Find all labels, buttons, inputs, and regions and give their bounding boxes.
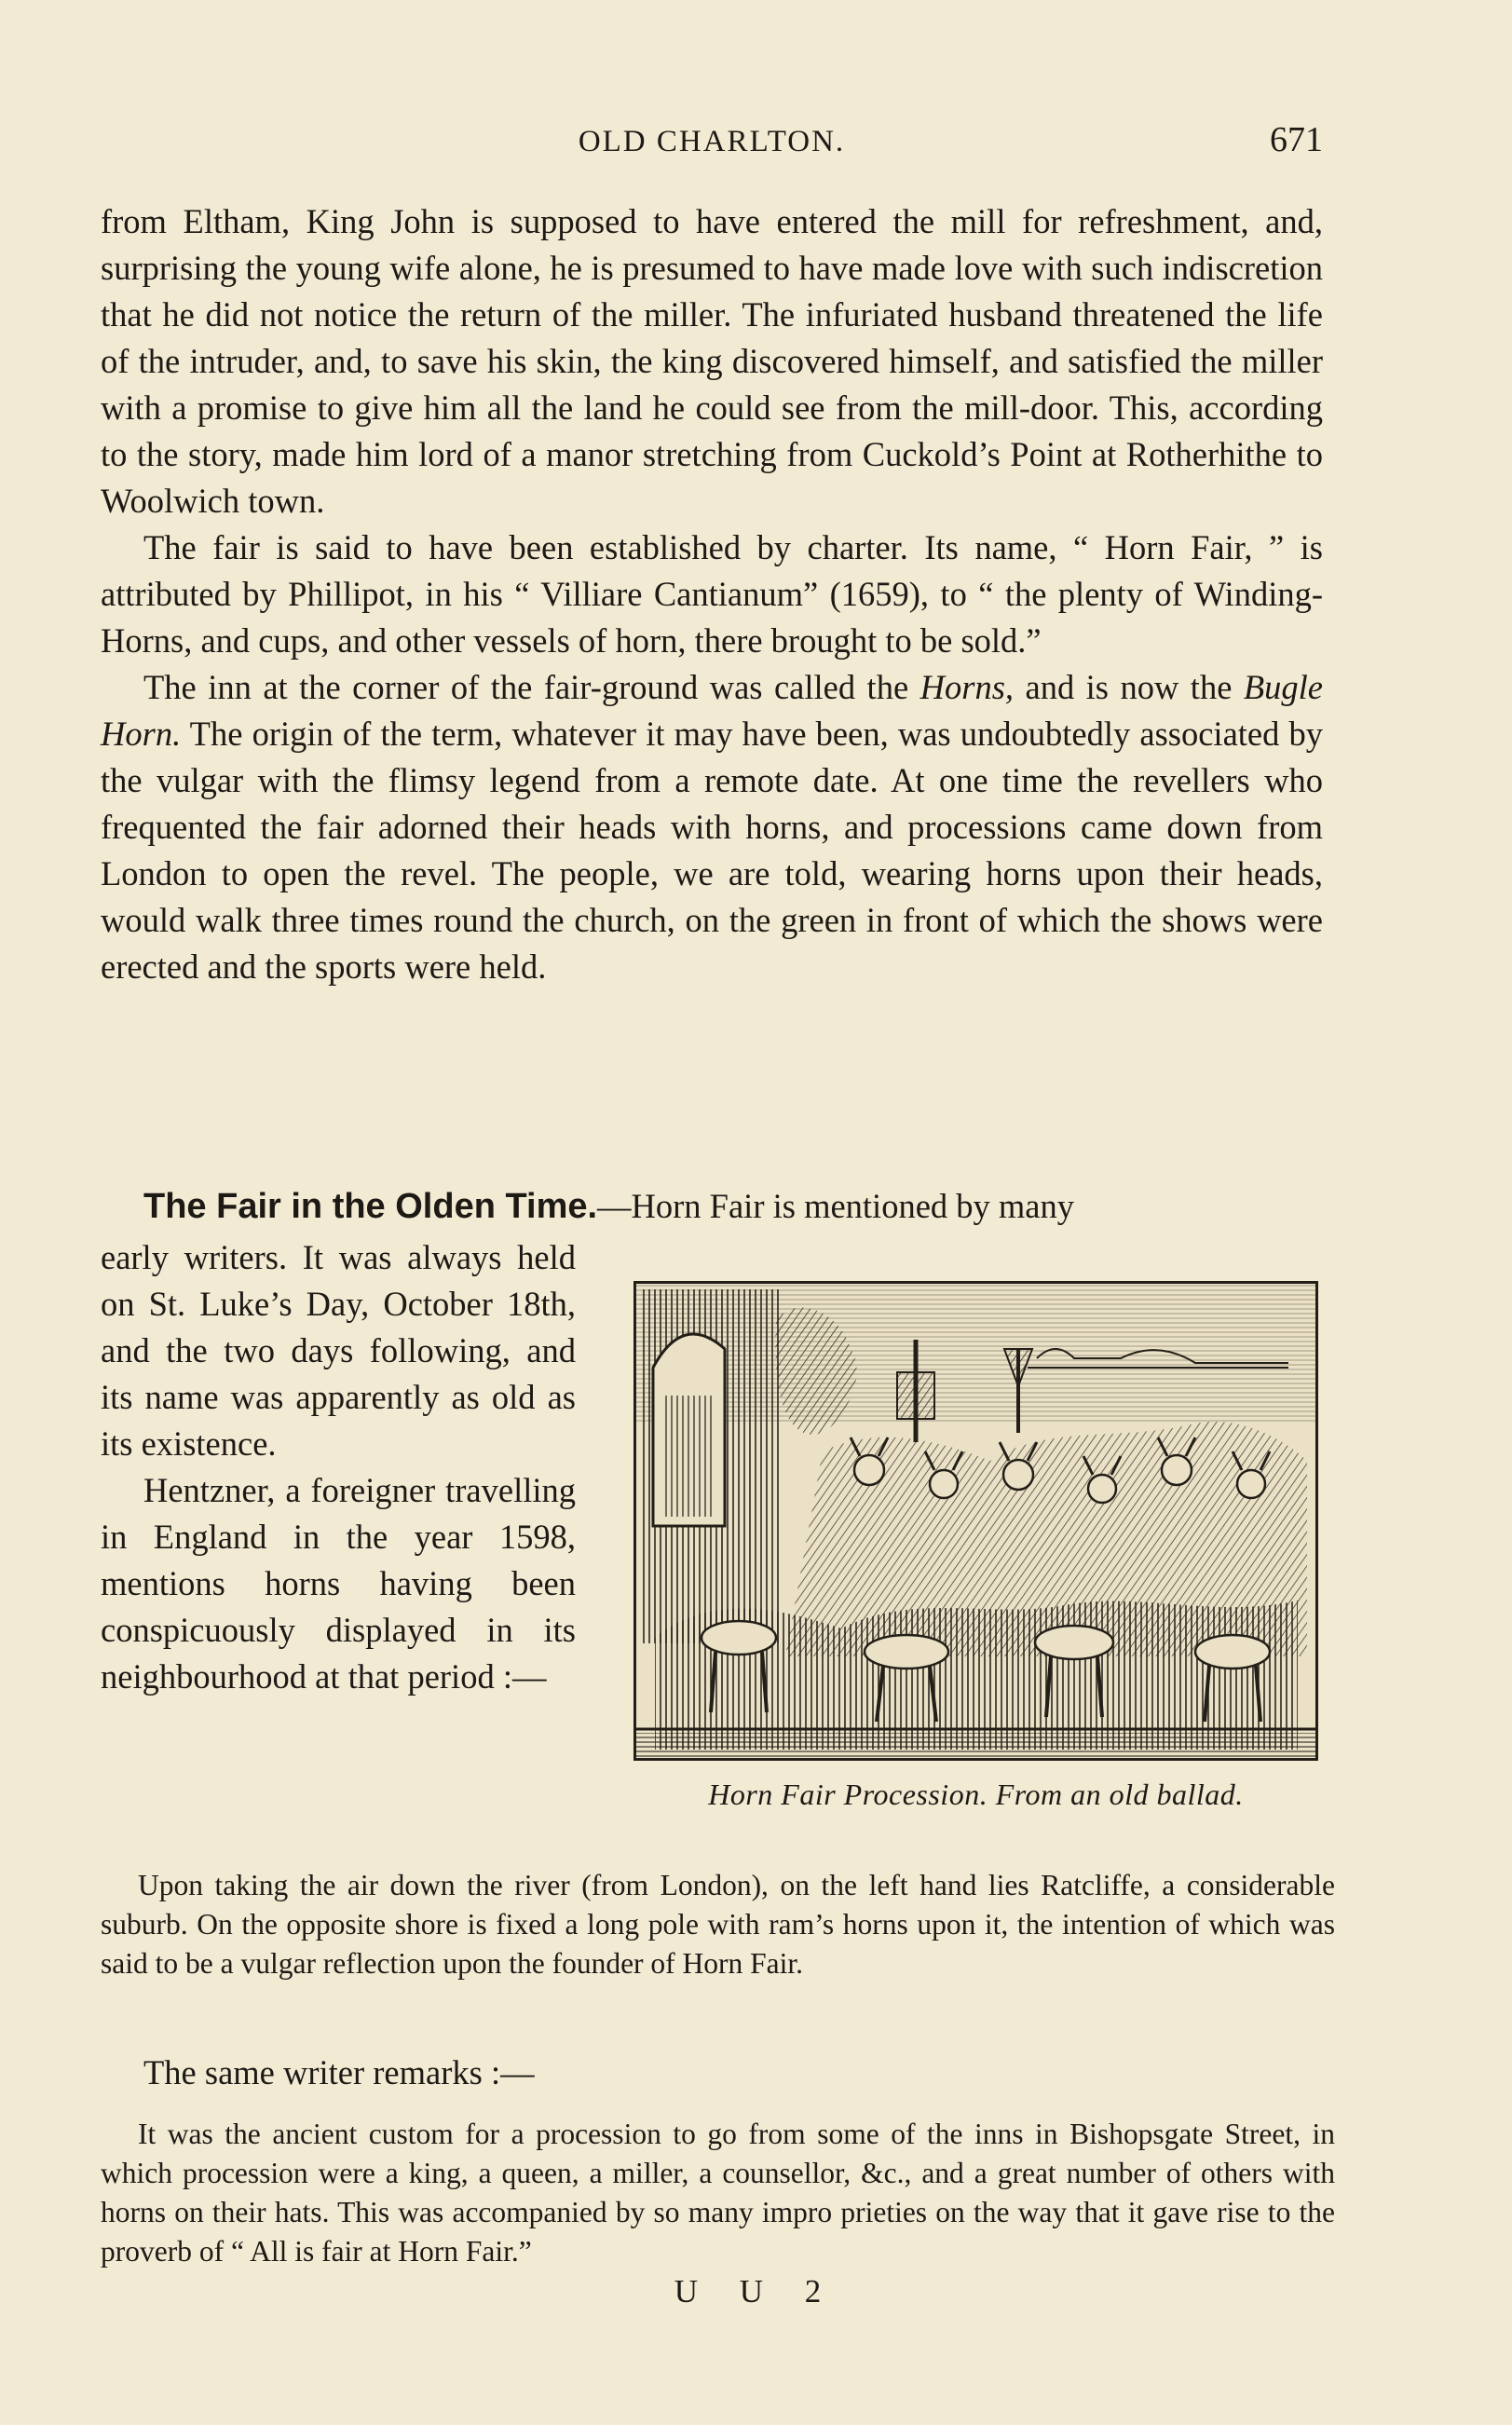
body-paragraph-continued: from Eltham, King John is supposed to have entered the mill for refreshment, and, surprising the young wife alone, he is presumed to have made love with such indiscretion that he did not notice the return of the miller. The infuriated husband threatened the life of the intruder, and, to save his skin, the king discovered himself, and satisfied the miller with a promise to give him all the land he could see from the mill-door. This, according to the story, made him lord of a manor stretching from Cuckold’s Point at Rotherhithe to Woolwich town.: [101, 202, 1323, 520]
remark-line: The same writer remarks :—: [143, 2053, 535, 2091]
running-head: [101, 119, 1323, 166]
quote-bishopsgate-text: It was the ancient custom for a procession to go from some of the inns in Bishopsgate Street, in which procession were a king, a queen, a miller, a counsellor, &c., and a great number of others with horns on their hats. This was accompanied by so many impro prieties on the way that it gave rise to the proverb of “ All is fair at Horn Fair.”: [101, 2118, 1335, 2268]
engraving-illustration: [636, 1284, 1315, 1758]
section-paragraph-st-lukes: early writers. It was always held on St. Luke’s Day, October 18th, and the two days following, and its name was apparently as old as its existence.: [101, 1238, 576, 1463]
section-title: The Fair in the Olden Time.: [143, 1187, 598, 1226]
inn-name-horns: Horns,: [919, 668, 1015, 706]
quote-ratcliffe: [101, 1866, 1335, 1983]
section-heading-line: [101, 1178, 1326, 1234]
quote-bishopsgate: [101, 2115, 1335, 2271]
figure: [633, 1281, 1318, 1812]
section-column: [101, 1234, 576, 1700]
figure-caption: Horn Fair Procession. From an old ballad.: [708, 1778, 1244, 1811]
section-olden-time: [101, 1178, 1326, 1696]
section-lead-in: —Horn Fair is mentioned by many: [597, 1187, 1074, 1225]
main-text: [101, 198, 1323, 990]
inn-name-bugle-horn: Bugle Horn.: [101, 668, 1323, 753]
body-paragraph-inn: [101, 664, 1323, 990]
section-paragraph-hentzner: Hentzner, a foreigner travelling in England in the year 1598, mentions horns having been conspicuously displayed in its neighbourhood at that period :—: [101, 1471, 576, 1696]
inn-text-3: The origin of the term, whatever it may have been, was undoubtedly associated by the vulgar with the flimsy legend from a remote date. At one time the revellers who frequented the fair adorned their heads with horns, and processions came down from London to open the revel. The people, we are told, wearing horns upon their heads, would walk three times round the church, on the green in front of which the shows were erected and the sports were held.: [101, 715, 1323, 986]
signature-mark: U U 2: [674, 2273, 838, 2309]
quote-ratcliffe-text: Upon taking the air down the river (from London), on the left hand lies Ratcliffe, a considerable suburb. On the opposite shore is fixed a long pole with ram’s horns upon it, the intention of which was said to be a vulgar reflection upon the founder of Horn Fair.: [101, 1869, 1335, 1980]
running-title: OLD CHARLTON.: [578, 125, 846, 158]
inn-text-1: The inn at the corner of the fair-ground was called the: [143, 668, 920, 706]
horn-fair-engraving: [633, 1281, 1318, 1761]
inn-text-2: and is now the: [1014, 668, 1244, 706]
body-paragraph-charter: The fair is said to have been established by charter. Its name, “ Horn Fair, ” is attributed by Phillipot, in his “ Villiare Cantianum” (1659), to “ the plenty of Winding-Horns, and cups, and other vessels of horn, there brought to be sold.”: [101, 528, 1323, 660]
page-number: 671: [1270, 120, 1323, 159]
